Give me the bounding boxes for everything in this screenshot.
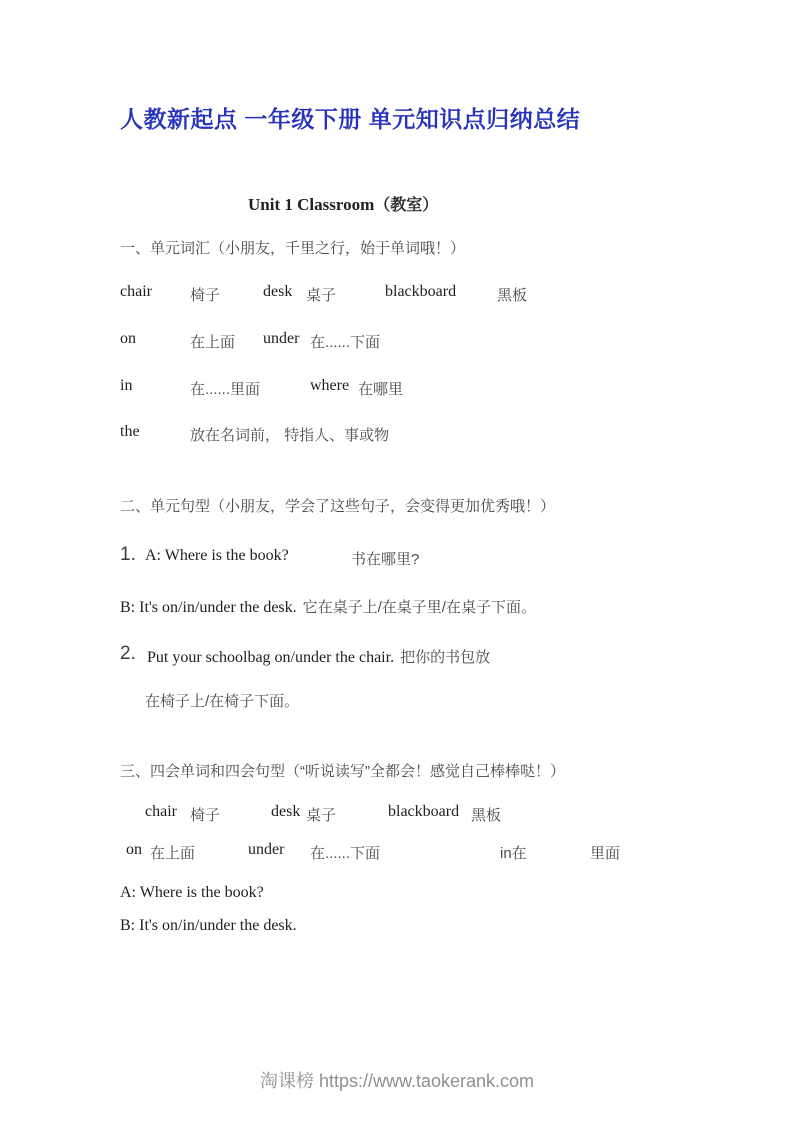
vocab-word: under [248, 841, 285, 858]
vocab-meaning: 放在名词前， 特指人、事或物 [190, 427, 390, 444]
vocab-word: in [120, 377, 133, 394]
vocab-meaning: 桌子 [306, 807, 337, 824]
section-sentences-heading: 二、单元句型（小朋友，学会了这些句子，会变得更加优秀哦！） [120, 498, 556, 515]
vocab-meaning: 在上面 [150, 845, 196, 862]
section-four-skills-heading: 三、四会单词和四会句型（“听说读写”全都会！感觉自己棒棒哒！） [120, 763, 565, 780]
vocab-meaning: 黑板 [497, 287, 528, 304]
vocab-meaning: 在......里面 [190, 381, 261, 398]
sentence-line [147, 646, 490, 667]
vocab-word: chair [145, 803, 177, 820]
vocab-meaning: 椅子 [190, 287, 221, 304]
sentence-chinese-cont: 在椅子上/在椅子下面。 [145, 693, 300, 710]
list-number: 1. [120, 544, 136, 565]
vocab-meaning: 桌子 [306, 287, 337, 304]
sentence-english: A: Where is the book? [145, 547, 289, 564]
sentence-chinese: 它在桌子上/在桌子里/在桌子下面。 [302, 599, 536, 616]
footer-watermark: 淘课榜 https://www.taokerank.com [259, 1071, 535, 1091]
unit-title-chinese: （教室） [374, 197, 439, 214]
vocab-word: the [120, 423, 140, 440]
vocab-word: blackboard [388, 803, 460, 820]
dialog-line-a: A: Where is the book? [120, 884, 264, 901]
vocab-word: on [120, 330, 136, 347]
sentence-chinese: 书在哪里? [351, 551, 420, 568]
vocab-meaning: 黑板 [471, 807, 502, 824]
vocab-meaning: 里面 [590, 845, 621, 862]
section-vocab-heading: 一、单元词汇（小朋友，千里之行，始于单词哦！） [120, 240, 466, 257]
vocab-word: in在 [500, 845, 527, 862]
vocab-meaning: 在......下面 [310, 845, 381, 862]
unit-title [248, 192, 438, 215]
sentence-chinese: 把你的书包放 [400, 649, 491, 666]
vocab-meaning: 在上面 [190, 334, 236, 351]
vocab-word: where [310, 377, 350, 394]
vocab-word: under [263, 330, 300, 347]
vocab-meaning: 椅子 [190, 807, 221, 824]
page-title: 人教新起点 一年级下册 单元知识点归纳总结 [120, 106, 581, 132]
sentence-english: Put your schoolbag on/under the chair. [147, 649, 395, 666]
sentence-item [120, 596, 536, 617]
list-number: 2. [120, 643, 136, 664]
vocab-meaning: 在哪里 [358, 381, 404, 398]
vocab-word: chair [120, 283, 152, 300]
sentence-english: B: It's on/in/under the desk. [120, 599, 297, 616]
vocab-meaning: 在......下面 [310, 334, 381, 351]
vocab-word: blackboard [385, 283, 457, 300]
dialog-line-b: B: It's on/in/under the desk. [120, 917, 297, 934]
vocab-word: desk [263, 283, 293, 300]
unit-title-english: Unit 1 Classroom [248, 195, 375, 214]
vocab-word: on [126, 841, 142, 858]
vocab-word: desk [271, 803, 301, 820]
